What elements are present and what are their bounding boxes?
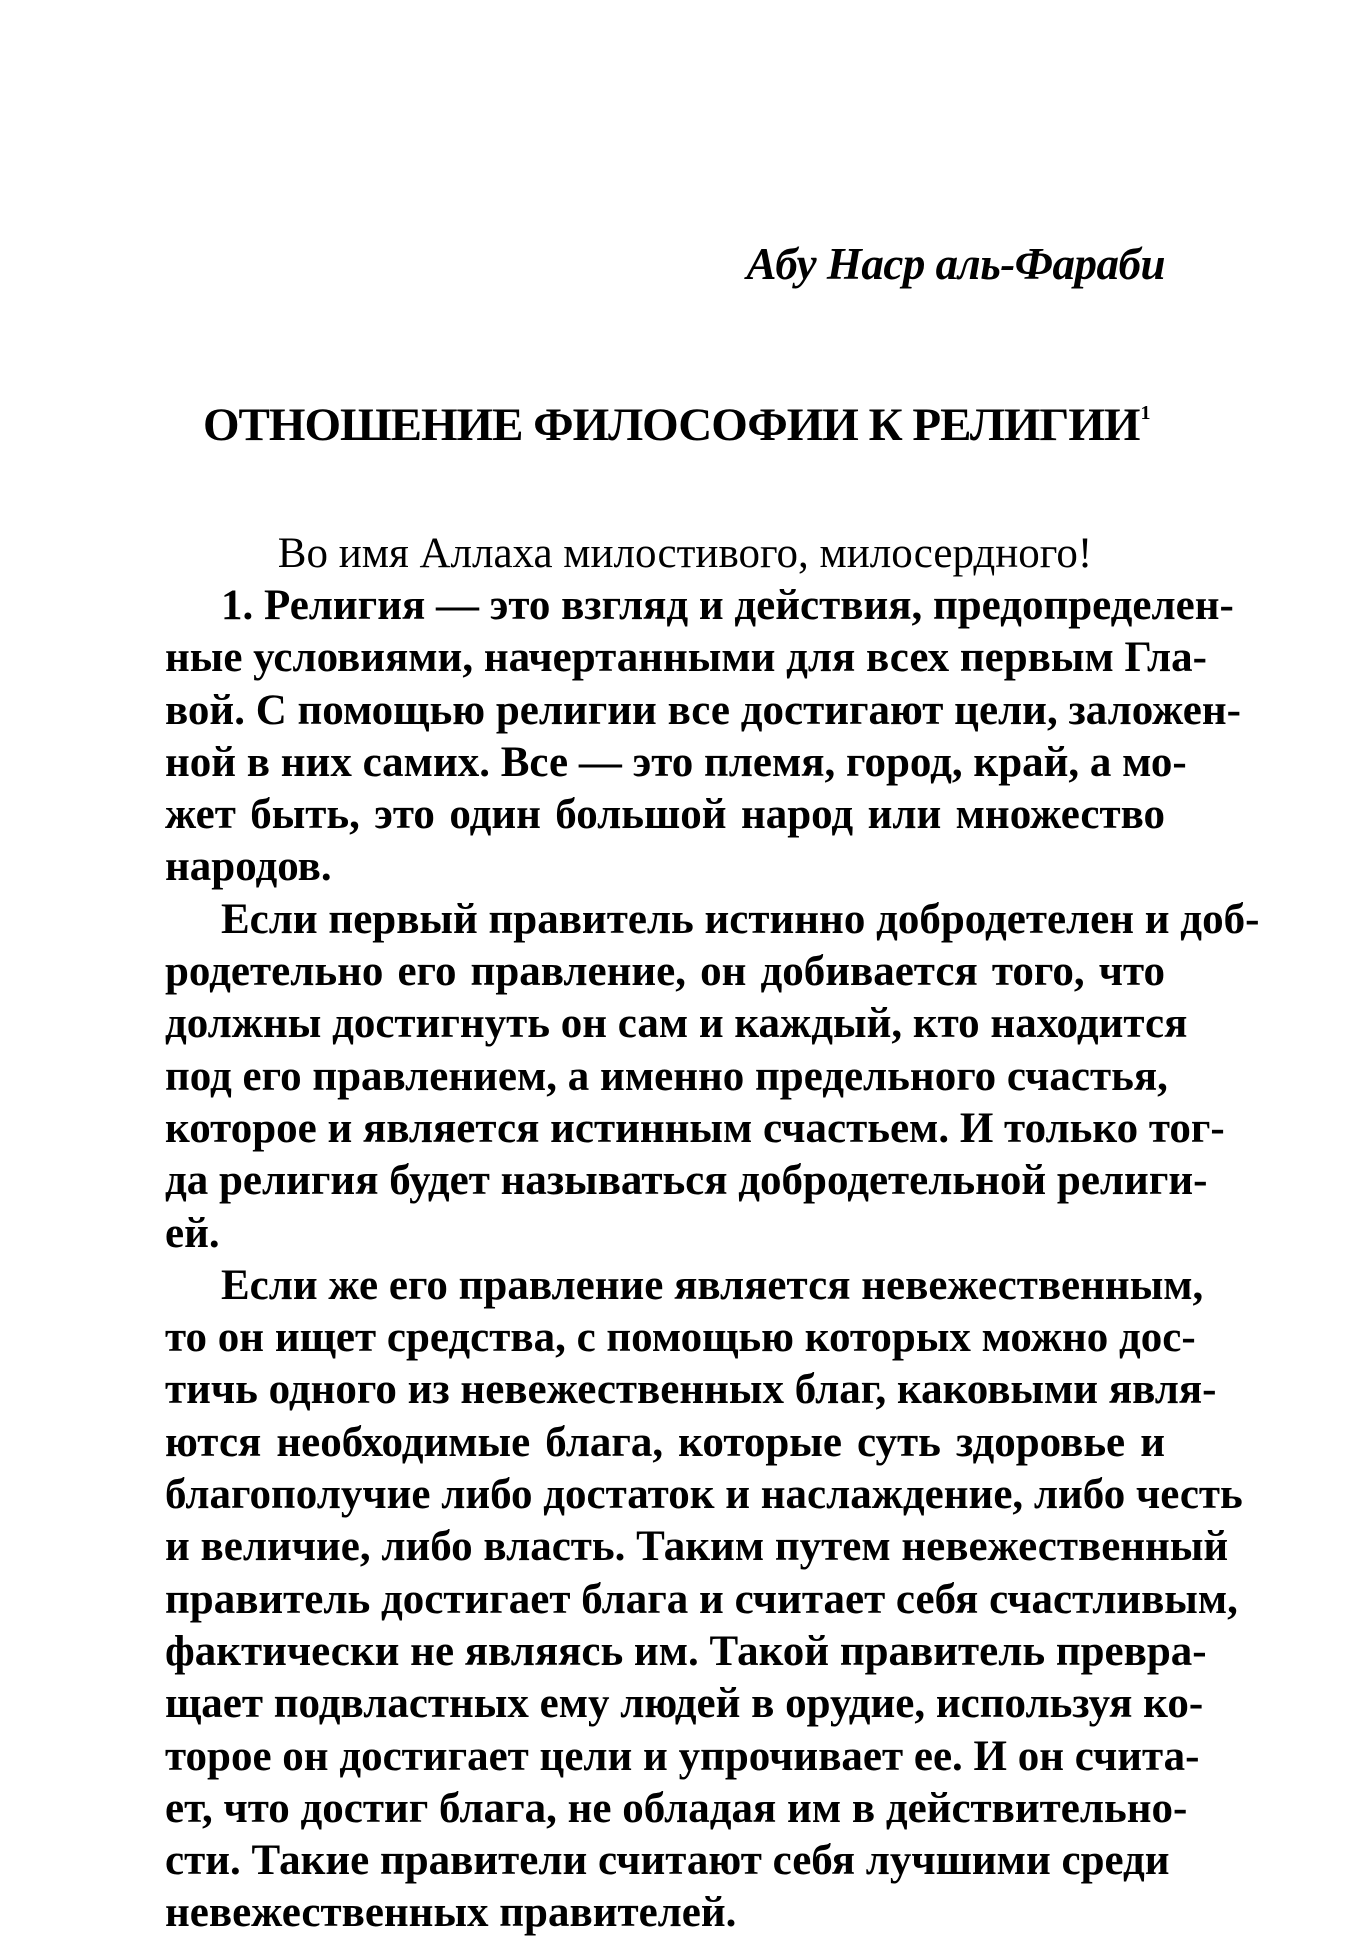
text-line: невежественных правителей. — [165, 1889, 737, 1937]
footnote-mark: 1 — [1140, 402, 1150, 424]
text-line: тичь одного из невежественных благ, каковыми явля- — [165, 1366, 1217, 1414]
text-line: торое он достигает цели и упрочивает ее. И он счита- — [165, 1732, 1200, 1780]
text-line: щает подвластных ему людей в орудие, используя ко- — [165, 1680, 1204, 1728]
paragraph-1 — [165, 580, 1241, 894]
text-line: и величие, либо власть. Таким путем невежественный — [165, 1523, 1229, 1571]
paragraph-3 — [165, 1260, 1243, 1940]
chapter-title — [203, 398, 1149, 452]
text-line: Если же его правление является невежественным, — [221, 1261, 1204, 1309]
text-line: должны достигнуть он сам и каждый, кто находится — [165, 1000, 1188, 1048]
text-line: ные условиями, начертанными для всех первым Гла- — [165, 634, 1207, 682]
text-line: родетельно его правление, он добивается того, что — [165, 948, 1165, 996]
invocation-line: Во имя Аллаха милостивого, милосердного! — [277, 530, 1093, 577]
text-line: ей. — [165, 1209, 220, 1257]
text-line: ются необходимые блага, которые суть здоровье и — [165, 1418, 1165, 1466]
text-line: то он ищет средства, с помощью которых можно дос- — [165, 1314, 1196, 1362]
text-line: жет быть, это один большой народ или множество — [165, 791, 1165, 839]
author-name: Абу Наср аль-Фараби — [746, 239, 1165, 289]
text-line: ной в них самих. Все — это племя, город, край, а мо- — [165, 738, 1187, 786]
text-line: благополучие либо достаток и наслаждение, либо честь — [165, 1471, 1243, 1519]
text-line: под его правлением, а именно предельного счастья, — [165, 1052, 1168, 1100]
body-text — [165, 580, 1260, 1940]
text-line: вой. С помощью религии все достигают цели, заложен- — [165, 686, 1241, 734]
text-line: 1. Религия — это взгляд и действия, предопределен- — [221, 582, 1234, 629]
chapter-title-text: ОТНОШЕНИЕ ФИЛОСОФИИ К РЕЛИГИИ — [203, 399, 1140, 451]
text-line: ет, что достиг блага, не обладая им в действительно- — [165, 1784, 1188, 1832]
text-line: фактически не являясь им. Такой правитель превра- — [165, 1627, 1207, 1675]
text-line: которое и является истинным счастьем. И только тог- — [165, 1104, 1225, 1152]
text-line: да религия будет называться добродетельной религи- — [165, 1157, 1208, 1205]
text-line: правитель достигает блага и считает себя счастливым, — [165, 1575, 1238, 1623]
text-line: сти. Такие правители считают себя лучшими среди — [165, 1837, 1170, 1885]
paragraph-2 — [165, 894, 1260, 1260]
text-line: народов. — [165, 843, 332, 891]
text-line: Если первый правитель истинно добродетелен и доб- — [221, 895, 1260, 943]
